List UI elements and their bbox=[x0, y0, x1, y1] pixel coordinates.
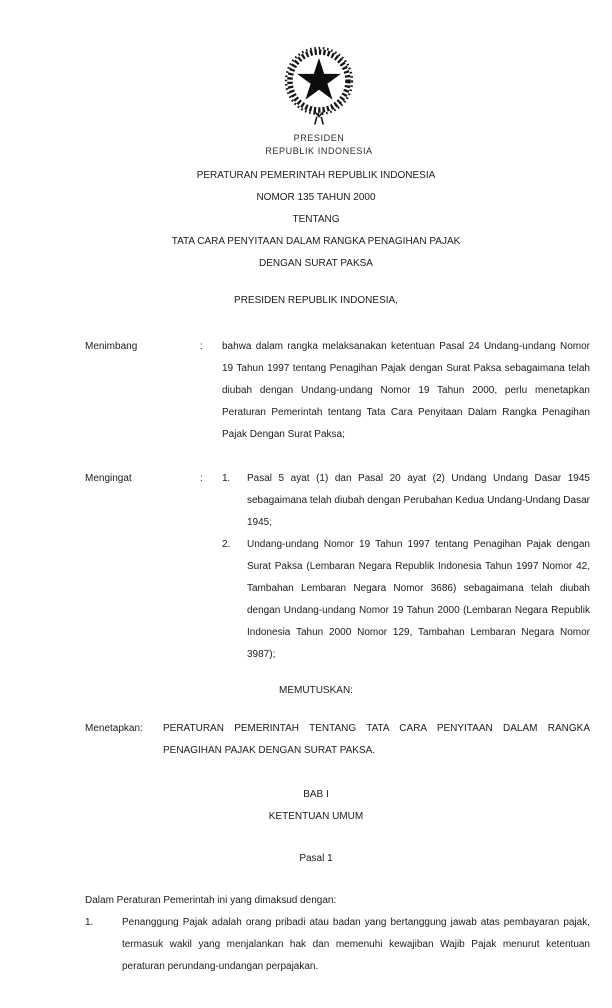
article-item-1 bbox=[85, 912, 590, 978]
title-line-number: NOMOR 135 TAHUN 2000 bbox=[256, 192, 376, 203]
title-line-subject-1: TATA CARA PENYITAAN DALAM RANGKA PENAGIHAN PAJAK bbox=[171, 236, 461, 247]
mengingat-colon: : bbox=[200, 473, 203, 484]
article-heading: Pasal 1 bbox=[299, 853, 333, 864]
document-body bbox=[0, 336, 612, 666]
chapter-heading bbox=[10, 784, 612, 828]
item-text: Pasal 5 ayat (1) dan Pasal 20 ayat (2) Undang Undang Dasar 1945 sebagaimana telah diubah dengan Perubahan Kedua Undang-Undang Dasar 1945; bbox=[247, 473, 590, 528]
menimbang-section bbox=[85, 336, 590, 446]
presidential-emblem bbox=[281, 44, 357, 128]
mengingat-section bbox=[85, 468, 590, 666]
regulation-title bbox=[10, 165, 612, 275]
mengingat-item-1 bbox=[222, 468, 590, 534]
article-body bbox=[0, 890, 612, 978]
title-line-tentang: TENTANG bbox=[292, 214, 340, 225]
memutuskan-heading: MEMUTUSKAN: bbox=[279, 685, 353, 696]
letterhead bbox=[13, 44, 612, 157]
title-line-regulation: PERATURAN PEMERINTAH REPUBLIK INDONESIA bbox=[196, 170, 436, 181]
item-number: 1. bbox=[222, 473, 231, 484]
chapter-title: KETENTUAN UMUM bbox=[268, 811, 364, 822]
mengingat-item-2 bbox=[222, 534, 590, 666]
letterhead-presiden: PRESIDEN bbox=[293, 133, 345, 143]
menimbang-colon: : bbox=[200, 341, 203, 352]
mengingat-label: Mengingat bbox=[85, 473, 132, 484]
title-line-subject-2: DENGAN SURAT PAKSA bbox=[259, 258, 373, 269]
item-text: Penanggung Pajak adalah orang pribadi atau badan yang bertanggung jawab atas pembayaran pajak, termasuk wakil yang menjalankan hak dan memenuhi kewajiban Wajib Pajak menurut ketentuan peraturan perundang-undangan perpajakan. bbox=[122, 917, 590, 972]
salutation: PRESIDEN REPUBLIK INDONESIA, bbox=[234, 295, 398, 306]
menetapkan-label: Menetapkan: bbox=[85, 723, 143, 734]
item-text: Undang-undang Nomor 19 Tahun 1997 tentang Penagihan Pajak dengan Surat Paksa (Lembaran Negara Republik Indonesia Tahun 1997 Nomor 42, Tambahan Lembaran Negara Nomor 3686) sebagaimana telah diubah dengan Undang-undang Nomor 19 Tahun 2000 (Lembaran Negara Republik Indonesia Tahun 2000 Nomor 129, Tambahan Lembaran Negara Nomor 3987); bbox=[247, 539, 590, 660]
letterhead-republik-indonesia: REPUBLIK INDONESIA bbox=[265, 145, 373, 156]
chapter-number: BAB I bbox=[303, 789, 329, 800]
document-body-2 bbox=[0, 718, 612, 762]
menetapkan-section bbox=[85, 718, 590, 762]
menimbang-text: bahwa dalam rangka melaksanakan ketentuan Pasal 24 Undang-undang Nomor 19 Tahun 1997 tentang Penagihan Pajak dengan Surat Paksa sebagaimana telah diubah dengan Undang-undang Nomor 19 Tahun 2000, perlu menetapkan Peraturan Pemerintah tentang Tata Cara Penyitaan Dalam Rangka Penagihan Pajak Dengan Surat Paksa; bbox=[222, 341, 590, 440]
item-number: 2. bbox=[222, 539, 231, 550]
mengingat-list bbox=[222, 468, 590, 666]
star-icon bbox=[297, 58, 341, 100]
menimbang-label: Menimbang bbox=[85, 341, 138, 352]
article-intro: Dalam Peraturan Pemerintah ini yang dimaksud dengan: bbox=[85, 895, 337, 906]
menetapkan-text: PERATURAN PEMERINTAH TENTANG TATA CARA PENYITAAN DALAM RANGKA PENAGIHAN PAJAK DENGAN SURAT PAKSA. bbox=[163, 723, 590, 756]
item-number: 1. bbox=[85, 917, 94, 928]
